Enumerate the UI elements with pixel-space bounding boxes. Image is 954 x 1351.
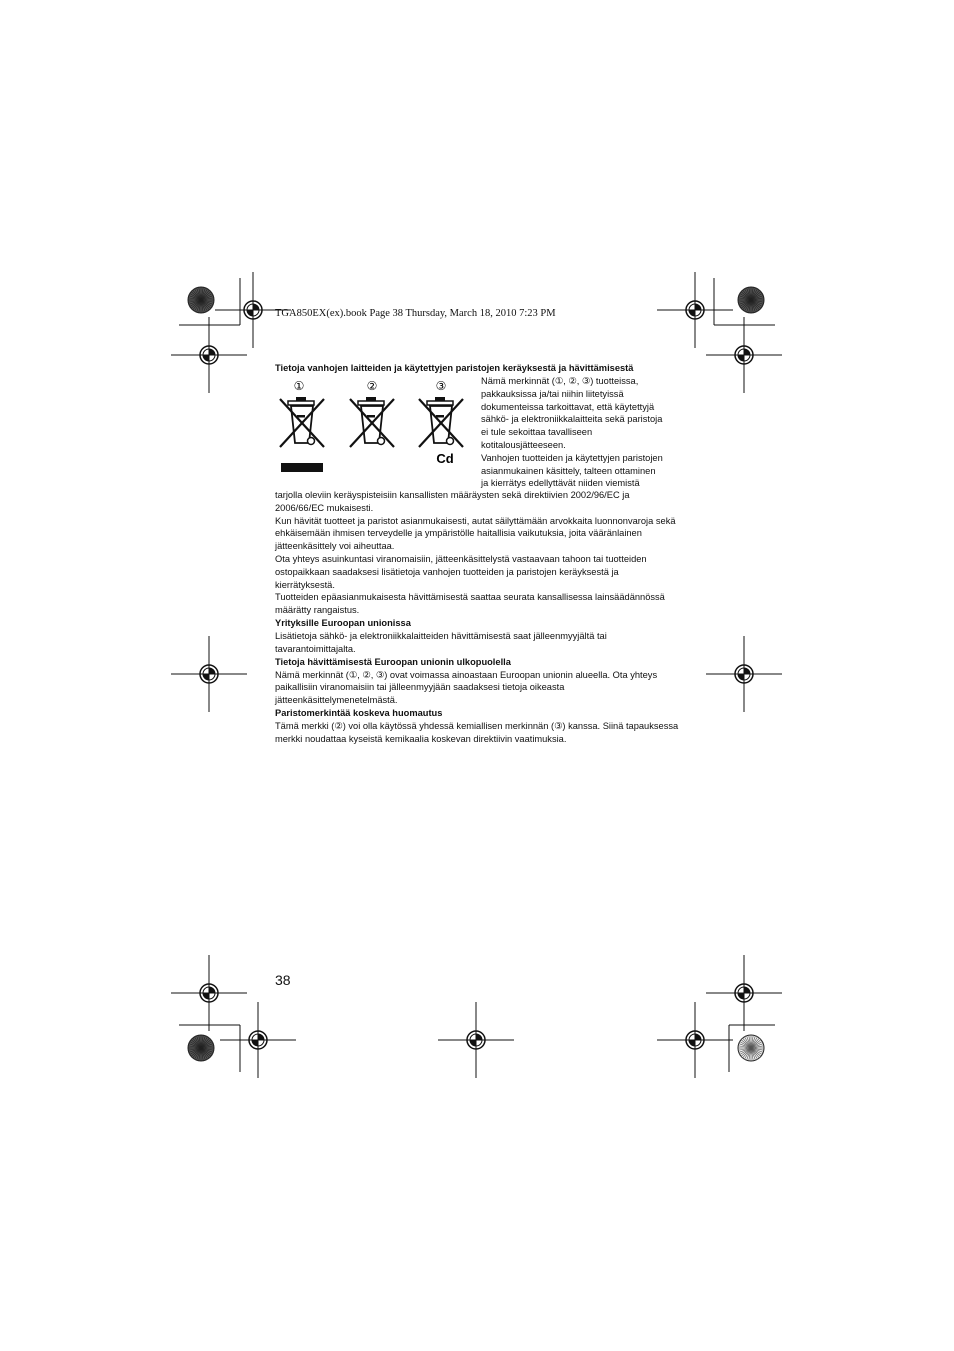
crossed-bin-icon [419,397,463,447]
intro-line: Nämä merkinnät (①, ②, ③) tuotteissa, [481,376,639,386]
business-text: Lisätietoja sähkö- ja elektroniikkalaitteiden hävittämisestä saat jälleenmyyjältä tai tavarantoimittajalta. [275,630,607,654]
intro-line: pakkauksissa ja/tai niihin liitetyissä [481,388,624,399]
intro-line: kotitalousjätteeseen. [481,439,566,450]
intro-text [481,375,681,490]
color-wheel-icon [738,287,764,313]
book-header-line: TGA850EX(ex).book Page 38 Thursday, March 18, 2010 7:23 PM [275,308,556,319]
body-paragraph: Kun hävität tuotteet ja paristot asianmukaisesti, autat säilyttämään arvokkaita luonnonvaroja sekä ehkäisemään ihmisen terveydelle ja ympäristölle haitallisia vaikutuksia, joita vääränlainen jätteenkäsittely voi aiheuttaa. [275,515,676,552]
page-number: 38 [275,972,291,988]
business-heading: Yrityksille Euroopan unionissa [275,617,411,628]
color-wheel-icon [738,1035,764,1061]
intro-line: Vanhojen tuotteiden ja käytettyjen paristojen [481,452,663,463]
intro-line: asianmukainen käsittely, talteen ottaminen [481,465,656,476]
registration-target-icon [657,1002,733,1078]
intro-line: ja kierrätys edellyttävät niiden viemistä [481,478,640,489]
registration-target-icon [171,317,247,393]
weee-symbols [272,377,472,487]
intro-line: ei tule sekoittaa tavalliseen [481,427,593,438]
black-bar-mark [281,463,323,472]
section-title: Tietoja vanhojen laitteiden ja käytettyjen paristojen keräyksestä ja hävittämisestä [275,363,634,373]
registration-target-icon [657,272,733,348]
body-paragraph: Tuotteiden epäasianmukaisesta hävittämisestä saattaa seurata kansallisessa lainsäädännössä määrätty rangaistus. [275,592,665,616]
registration-target-icon [438,1002,514,1078]
registration-target-icon [706,955,782,1031]
symbol-label-3: ③ [435,379,447,393]
crossed-bin-icon [280,397,324,447]
chemical-symbol-cd: Cd [436,451,454,466]
symbol-label-2: ② [366,379,378,393]
symbol-label-1: ① [293,379,305,393]
intro-line: dokumenteissa tarkoittavat, että käytettyjä [481,401,655,412]
registration-target-icon [706,636,782,712]
registration-target-icon [706,317,782,393]
body-paragraph: Ota yhteys asuinkuntasi viranomaisiin, jätteenkäsittelystä vastaavaan tahoon tai tuotteiden ostopaikkaan saadaksesi lisätietoja vanhojen tuotteiden ja paristojen keräyksestä ja kierrätyksestä. [275,553,647,590]
outside-eu-heading: Tietoja hävittämisestä Euroopan unionin ulkopuolella [275,656,511,667]
registration-target-icon [171,955,247,1031]
intro-line: sähkö- ja elektroniikkalaitteita sekä paristoja [481,414,663,425]
body-paragraph: tarjolla oleviin keräyspisteisiin kansallisten määräysten sekä direktiivien 2002/96/EC ja 2006/66/EC mukaisesti. [275,490,630,513]
color-wheel-icon [188,287,214,313]
battery-note-heading: Paristomerkintää koskeva huomautus [275,707,443,718]
weee-symbols-graphic [272,377,472,487]
registration-target-icon [220,1002,296,1078]
battery-note-text: Tämä merkki (②) voi olla käytössä yhdessä kemiallisen merkinnän (③) kanssa. Siinä tapauksessa merkki noudattaa kyseistä kemikaalia koskevan direktiivin vaatimuksia. [275,720,679,744]
crossed-bin-icon [350,397,394,447]
registration-target-icon [171,636,247,712]
body-text [275,489,681,746]
color-wheel-icon [188,1035,214,1061]
outside-eu-text: Nämä merkinnät (①, ②, ③) ovat voimassa ainoastaan Euroopan unionin alueella. Ota yhteys paikallisiin viranomaisiin tai jälleenmyyjään saadaksesi tietoja oikeasta jätteenkäsittelymenetelmästä. [275,669,658,706]
